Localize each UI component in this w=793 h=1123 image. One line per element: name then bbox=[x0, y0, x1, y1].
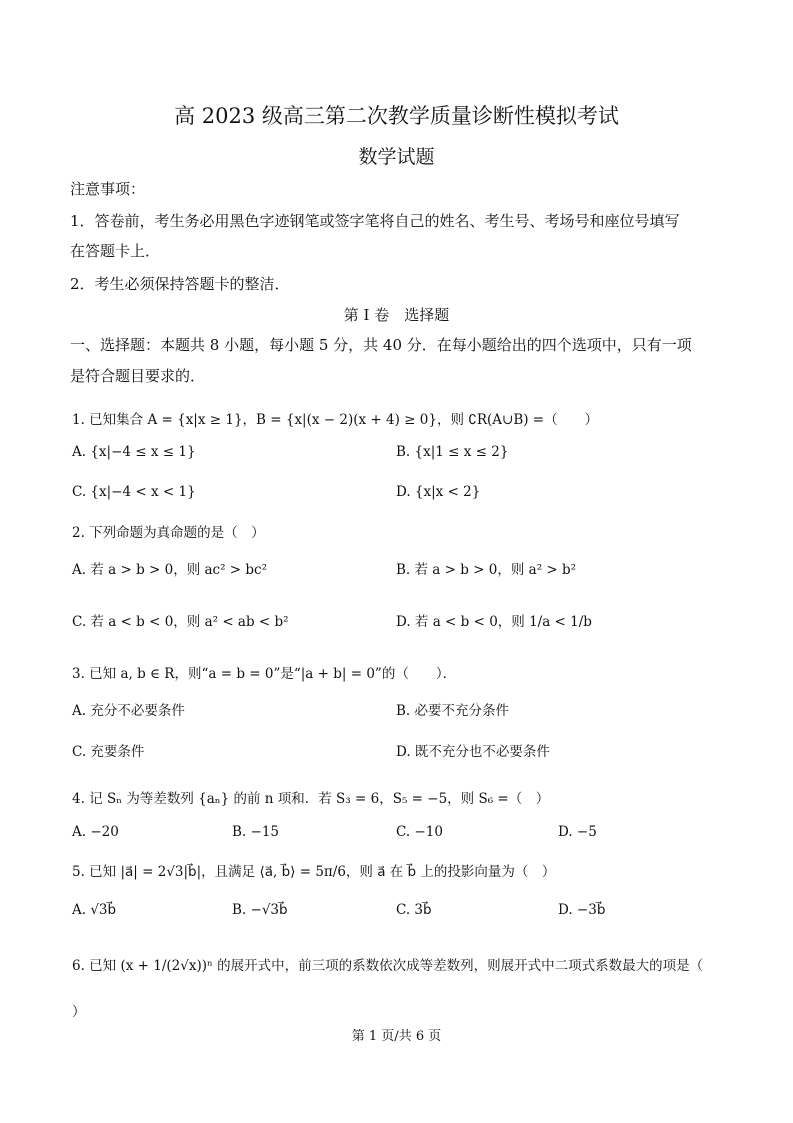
question-3-stem: 3. 已知 a, b ∈ R，则“a = b = 0”是“|a + b| = 0”的（ ）． bbox=[72, 666, 457, 682]
question-3-option-a: A. 充分不必要条件 bbox=[72, 703, 185, 719]
question-3-option-c: C. 充要条件 bbox=[72, 744, 145, 760]
question-2-option-c: C. 若 a < b < 0，则 a² < ab < b² bbox=[72, 614, 289, 630]
question-1-option-a: A. {x|−4 ≤ x ≤ 1} bbox=[72, 444, 196, 460]
question-5-option-d: D. −3b⃗ bbox=[558, 902, 606, 918]
part-heading: 第 I 卷 选择题 bbox=[343, 306, 450, 324]
notice-heading: 注意事项： bbox=[70, 180, 146, 198]
page-footer: 第 1 页/共 6 页 bbox=[351, 1029, 442, 1044]
exam-title: 高 2023 级高三第二次教学质量诊断性模拟考试 bbox=[174, 104, 619, 128]
section-intro-line-1: 一、选择题：本题共 8 小题，每小题 5 分，共 40 分．在每小题给出的四个选项中，只有一项 bbox=[70, 336, 692, 354]
question-3-option-b: B. 必要不充分条件 bbox=[396, 703, 510, 719]
question-2-stem: 2. 下列命题为真命题的是（ ） bbox=[72, 525, 265, 541]
question-5-option-a: A. √3b⃗ bbox=[72, 902, 117, 918]
question-1-option-b: B. {x|1 ≤ x ≤ 2} bbox=[396, 444, 509, 460]
question-5-option-b: B. −√3b⃗ bbox=[232, 902, 288, 918]
section-intro-line-2: 是符合题目要求的． bbox=[70, 367, 206, 385]
question-4-stem: 4. 记 Sₙ 为等差数列 {aₙ} 的前 n 项和．若 S₃ = 6，S₅ = −5，则 S₆ =（ ） bbox=[72, 791, 550, 807]
notice-item-2: 2．考生必须保持答题卡的整洁． bbox=[70, 275, 290, 293]
question-1-option-d: D. {x|x < 2} bbox=[396, 484, 481, 500]
question-6-stem-line-2: ） bbox=[72, 1004, 86, 1020]
question-3-option-d: D. 既不充分也不必要条件 bbox=[396, 744, 550, 760]
question-1-stem: 1. 已知集合 A = {x|x ≥ 1}，B = {x|(x − 2)(x + 4) ≥ 0}，则 ∁R(A∪B) =（ ） bbox=[72, 412, 599, 428]
question-4-option-b: B. −15 bbox=[232, 824, 279, 840]
notice-item-1-line-1: 1．答卷前，考生务必用黑色字迹钢笔或签字笔将自己的姓名、考生号、考场号和座位号填写 bbox=[70, 212, 680, 230]
question-5-stem: 5. 已知 |a⃗| = 2√3|b⃗|，且满足 ⟨a⃗, b⃗⟩ = 5π/6，则 a⃗ 在 b⃗ 上的投影向量为（ ） bbox=[72, 864, 556, 880]
question-2-option-a: A. 若 a > b > 0，则 ac² > bc² bbox=[72, 562, 268, 578]
exam-subtitle: 数学试题 bbox=[358, 146, 435, 168]
question-4-option-c: C. −10 bbox=[396, 824, 443, 840]
question-2-option-b: B. 若 a > b > 0，则 a² > b² bbox=[396, 562, 577, 578]
question-1-option-c: C. {x|−4 < x < 1} bbox=[72, 484, 196, 500]
question-5-option-c: C. 3b⃗ bbox=[396, 902, 432, 918]
question-6-stem-line-1: 6. 已知 (x + 1/(2√x))ⁿ 的展开式中，前三项的系数依次成等差数列，则展开式中二项式系数最大的项是（ bbox=[72, 958, 704, 974]
notice-item-1-line-2: 在答题卡上． bbox=[70, 242, 161, 260]
question-2-option-d: D. 若 a < b < 0，则 1/a < 1/b bbox=[396, 614, 592, 630]
question-4-option-a: A. −20 bbox=[72, 824, 119, 840]
question-4-option-d: D. −5 bbox=[558, 824, 597, 840]
